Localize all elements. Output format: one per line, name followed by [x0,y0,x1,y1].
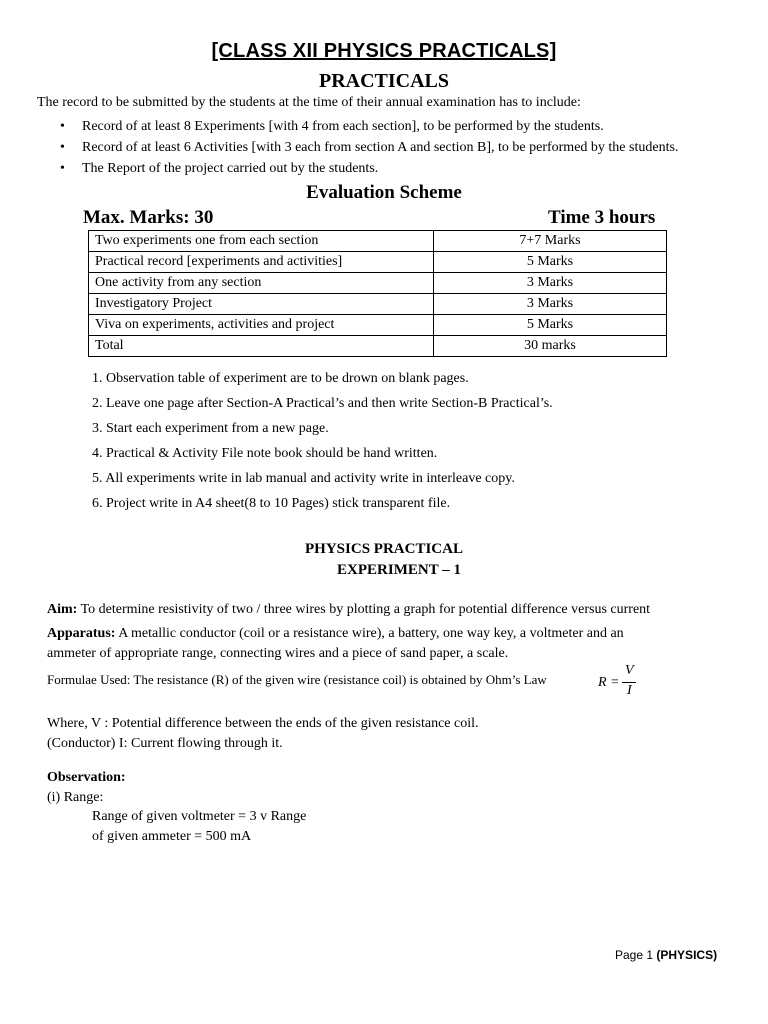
range-label: (i) Range: [47,790,104,805]
table-cell-value: 7+7 Marks [434,231,667,252]
table-row [89,315,667,336]
voltmeter-range: Range of given voltmeter = 3 v Range [92,809,307,824]
instructions-list [92,368,553,518]
formula-lhs: R = [598,675,620,690]
experiment-heading: EXPERIMENT – 1 [337,562,461,578]
evaluation-heading: Evaluation Scheme [306,182,462,203]
table-cell-value: 3 Marks [434,294,667,315]
observation-label: Observation: [47,770,126,785]
apparatus-label: Apparatus: [47,626,116,641]
table-cell-value: 5 Marks [434,252,667,273]
table-row [89,231,667,252]
time-label: Time 3 hours [548,207,656,228]
table-cell-label: Viva on experiments, activities and project [89,315,434,336]
list-item: • Record of at least 6 Activities [with 3 each from section A and section B], to be performed by the students. [60,137,678,158]
intro-text: The record to be submitted by the students at the time of their annual examination has to include: [37,95,581,110]
evaluation-table [88,230,667,357]
list-item: 3. Start each experiment from a new page. [92,421,329,436]
table-row [89,336,667,357]
apparatus-paragraph [47,624,624,664]
physics-practical-heading: PHYSICS PRACTICAL [305,541,463,557]
practicals-heading: PRACTICALS [318,70,450,92]
max-marks-label: Max. Marks: 30 [83,207,214,228]
list-item: • Record of at least 8 Experiments [with 4 from each section], to be performed by the students. [60,116,678,137]
apparatus-text-line1: A metallic conductor (coil or a resistance wire), a battery, one way key, a voltmeter and an [118,626,624,641]
list-item: 5. All experiments write in lab manual and activity write in interleave copy. [92,471,515,486]
list-item: 6. Project write in A4 sheet(8 to 10 Pages) stick transparent file. [92,496,451,511]
table-row [89,294,667,315]
table-row [89,252,667,273]
table-row [89,273,667,294]
page-number: Page 1 [615,948,654,962]
formula-numerator: V [625,663,634,678]
list-item: 2. Leave one page after Section-A Practical’s and then write Section-B Practical’s. [92,396,553,411]
page-title: [CLASS XII PHYSICS PRACTICALS] [211,40,557,62]
table-cell-value: 5 Marks [434,315,667,336]
table-cell-label: Practical record [experiments and activities] [89,252,434,273]
table-cell-label: One activity from any section [89,273,434,294]
aim-text: To determine resistivity of two / three wires by plotting a graph for potential difference versus current [80,602,651,617]
table-cell-label: Investigatory Project [89,294,434,315]
list-item: 4. Practical & Activity File note book should be hand written. [92,446,438,461]
formula-text: Formulae Used: The resistance (R) of the given wire (resistance coil) is obtained by Ohm’s Law [47,672,547,687]
list-item: • The Report of the project carried out by the students. [60,158,678,179]
requirements-list [60,116,678,179]
ammeter-range: of given ammeter = 500 mA [92,829,252,844]
table-cell-label: Two experiments one from each section [89,231,434,252]
table-cell-label: Total [89,336,434,357]
where-line: Where, V : Potential difference between the ends of the given resistance coil. [47,716,479,731]
aim-paragraph [47,602,650,618]
table-cell-value: 30 marks [434,336,667,357]
page-footer [615,948,717,962]
table-cell-value: 3 Marks [434,273,667,294]
footer-subject: (PHYSICS) [656,948,718,962]
formula-denominator: I [627,683,632,698]
conductor-line: (Conductor) I: Current flowing through it. [47,736,283,751]
list-item: 1. Observation table of experiment are to be drown on blank pages. [92,371,469,386]
apparatus-text-line2: ammeter of appropriate range, connecting wires and a piece of sand paper, a scale. [47,646,509,661]
aim-label: Aim: [47,602,78,617]
